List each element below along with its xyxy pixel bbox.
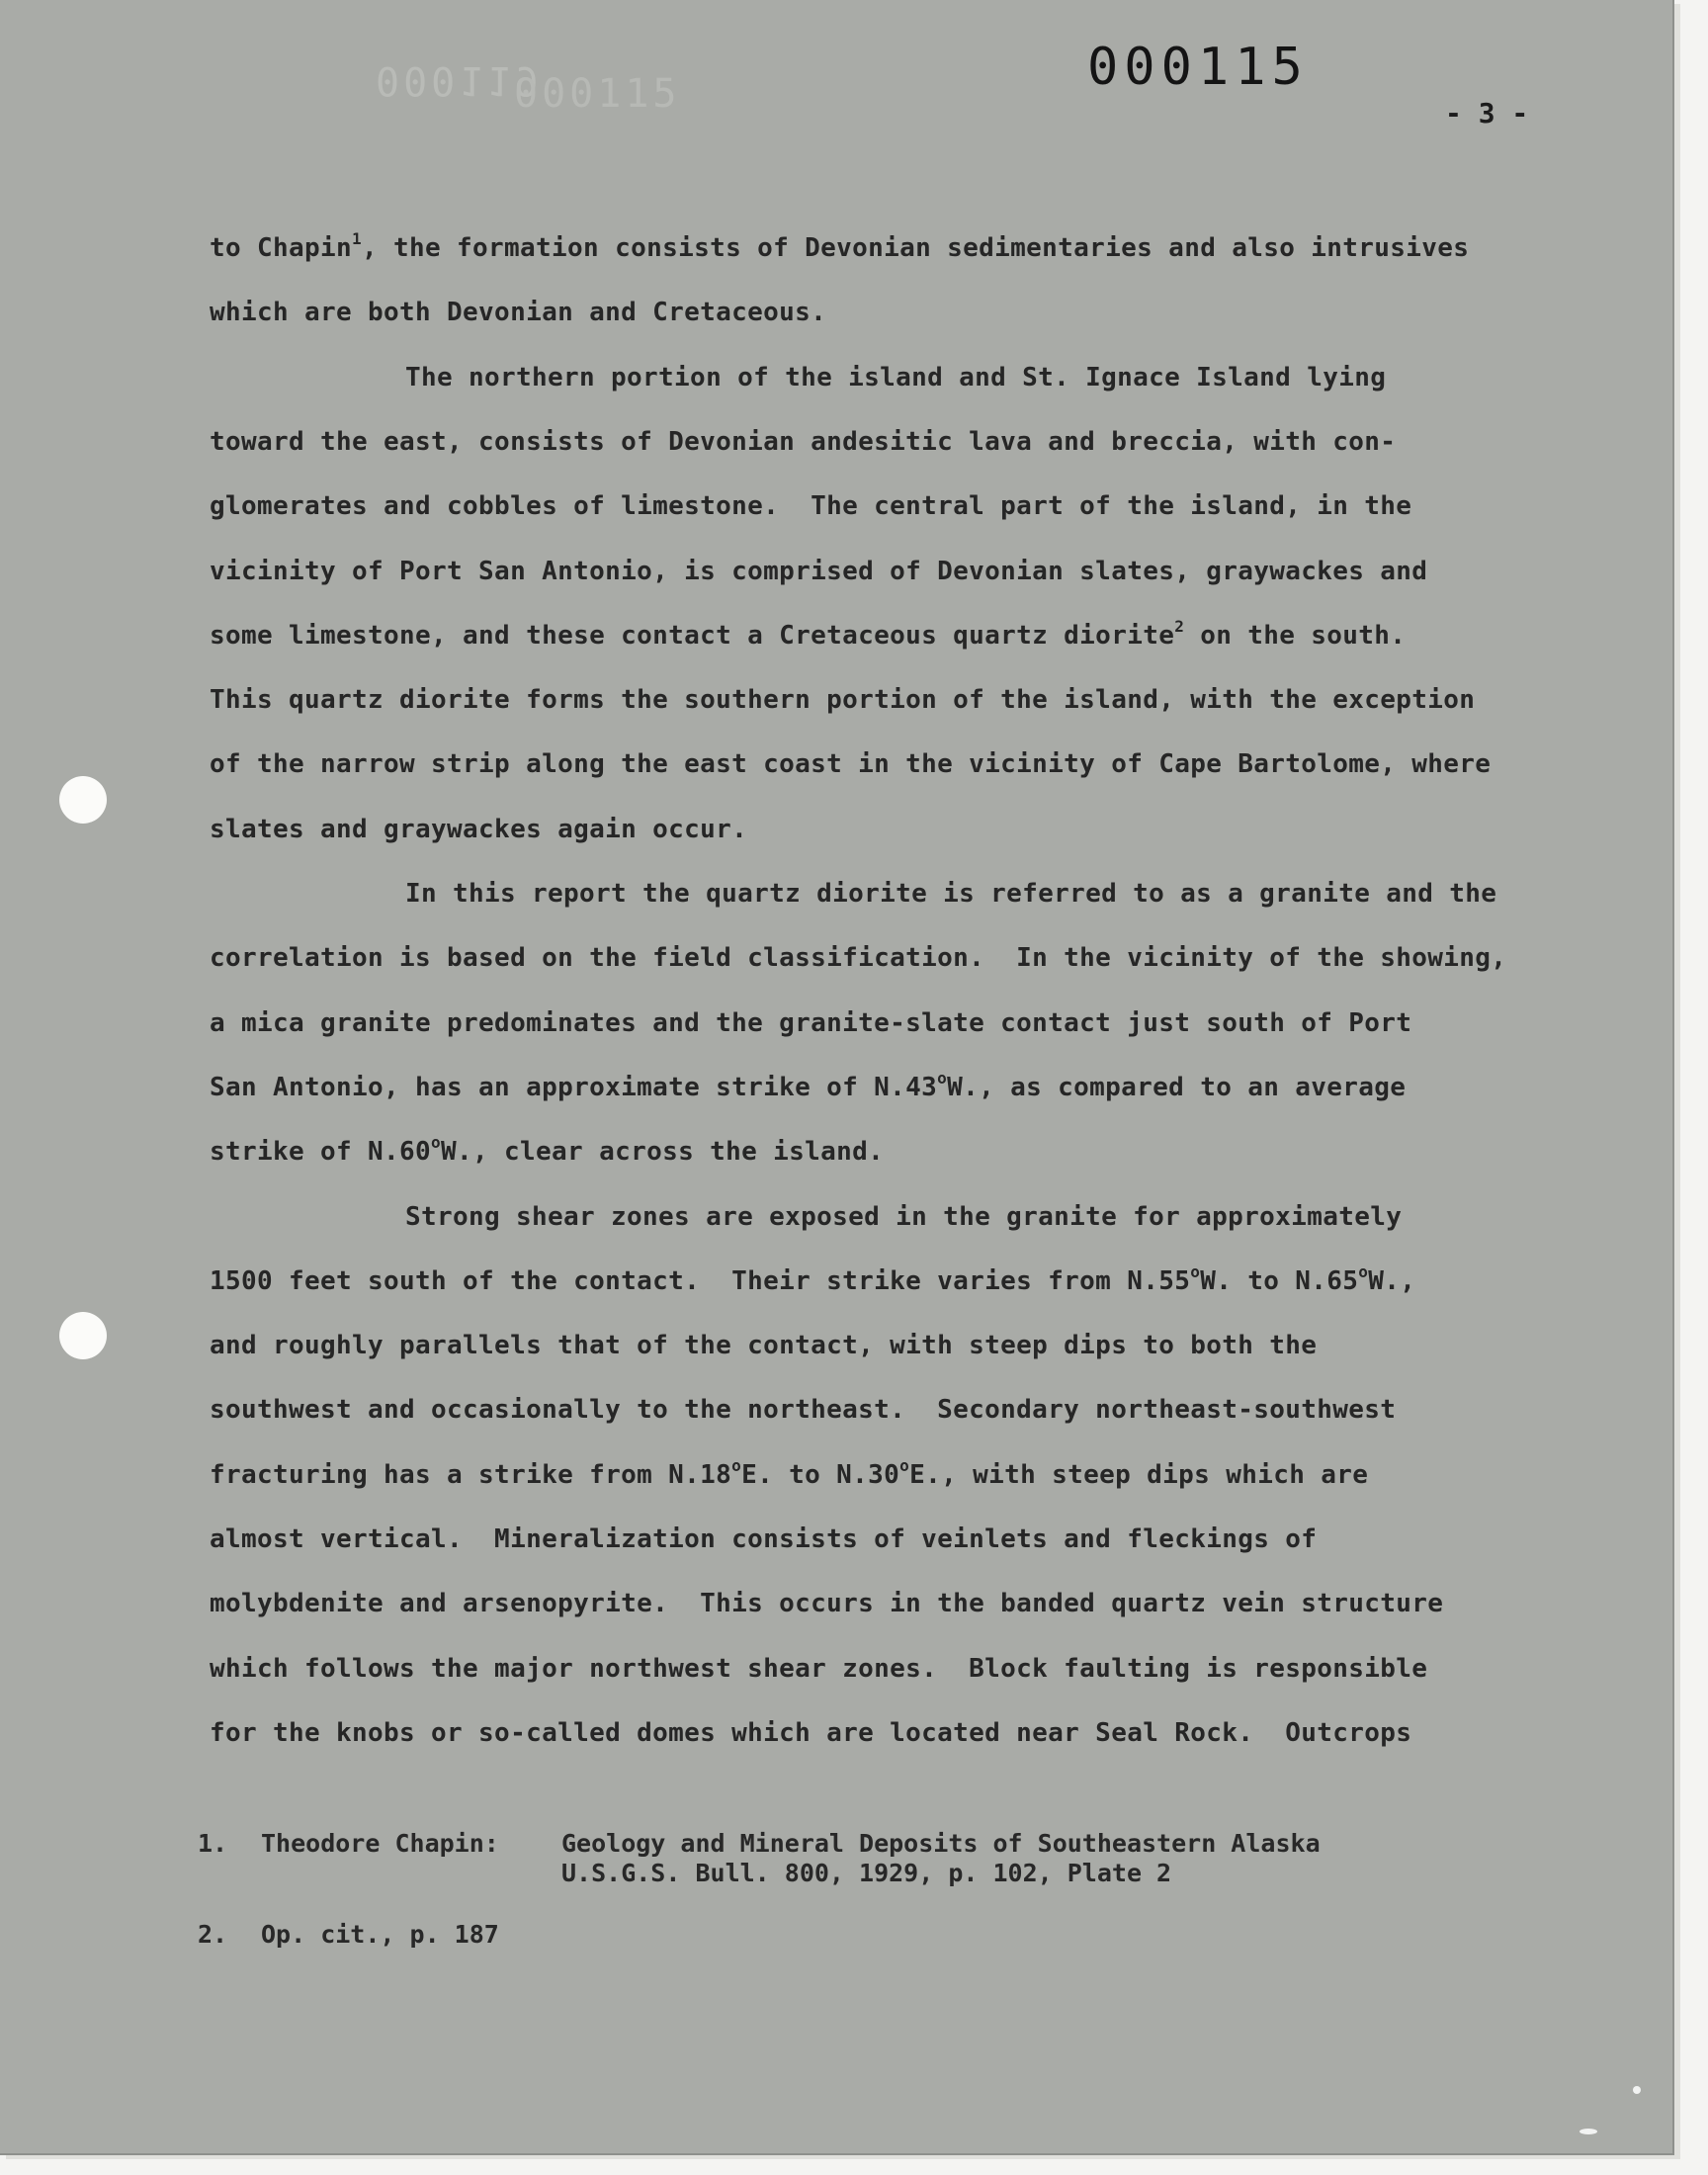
punch-hole-lower [59, 1312, 107, 1359]
body-text-segment: which follows the major northwest shear zones. Block faulting is responsible [210, 1654, 1428, 1684]
body-line [210, 1589, 1443, 1618]
body-line [210, 1395, 1396, 1425]
superscript: 2 [1174, 617, 1185, 636]
bleed-through-stamp-faint: 000115 [514, 71, 681, 117]
body-text-segment: W., as compared to an average [947, 1073, 1407, 1102]
body-line [210, 298, 826, 327]
footnote-1-number: 1. [198, 1829, 228, 1858]
body-line [210, 815, 747, 844]
body-text-segment: glomerates and cobbles of limestone. The central part of the island, in the [210, 491, 1412, 521]
body-text-segment: fracturing has a strike from N.18 [210, 1460, 732, 1490]
body-line [210, 1331, 1317, 1360]
footnote-1-author: Theodore Chapin: [261, 1829, 499, 1858]
bleed-through-stamp: 000119 [376, 57, 543, 103]
footnote-2-text: Op. cit., p. 187 [261, 1920, 499, 1949]
body-text-segment: San Antonio, has an approximate strike of N.43 [210, 1073, 938, 1102]
body-text-segment: The northern portion of the island and St. Ignace Island lying [405, 363, 1387, 392]
body-text-segment: to Chapin [210, 233, 353, 263]
body-line [210, 491, 1411, 521]
footnote-1-source: U.S.G.S. Bull. 800, 1929, p. 102, Plate 2 [561, 1859, 1172, 1887]
body-text-segment: molybdenite and arsenopyrite. This occurs in the banded quartz vein structure [210, 1589, 1444, 1618]
body-text-segment: E. to N.30 [741, 1460, 900, 1490]
body-text-segment: W., [1368, 1266, 1416, 1296]
body-line [210, 1654, 1427, 1684]
body-text-segment: Strong shear zones are exposed in the granite for approximately [405, 1202, 1403, 1232]
body-line [210, 1262, 1416, 1296]
body-text-segment: , the formation consists of Devonian sedimentaries and also intrusives [362, 233, 1470, 263]
body-line [210, 1008, 1411, 1038]
body-line [210, 1069, 1407, 1102]
superscript: o [731, 1456, 742, 1475]
body-text-segment: vicinity of Port San Antonio, is comprised of Devonian slates, graywackes and [210, 557, 1428, 586]
body-line [210, 1456, 1369, 1490]
superscript: o [1190, 1262, 1201, 1281]
body-text-segment: of the narrow strip along the east coast in the vicinity of Cape Bartolome, where [210, 749, 1492, 779]
superscript: o [937, 1069, 948, 1088]
body-text-segment: E., with steep dips which are [909, 1460, 1369, 1490]
document-stamp-number: 000115 [1087, 38, 1309, 97]
body-text-segment: some limestone, and these contact a Cretaceous quartz diorite [210, 621, 1175, 651]
body-line [210, 557, 1427, 586]
body-text-segment: strike of N.60 [210, 1137, 432, 1167]
body-line [210, 229, 1470, 263]
body-text-segment: which are both Devonian and Cretaceous. [210, 298, 827, 327]
body-text-segment: toward the east, consists of Devonian andesitic lava and breccia, with con- [210, 427, 1397, 457]
body-line [210, 1718, 1411, 1748]
body-text-segment: W. to N.65 [1200, 1266, 1359, 1296]
body-line [210, 617, 1407, 651]
body-text-segment: southwest and occasionally to the northeast. Secondary northeast-southwest [210, 1395, 1397, 1425]
body-line [210, 749, 1491, 779]
body-text-segment: on the south. [1184, 621, 1407, 651]
body-line [210, 1524, 1317, 1554]
body-line [210, 943, 1506, 973]
body-line [210, 1133, 885, 1167]
body-line [210, 685, 1475, 715]
body-text-segment: This quartz diorite forms the southern portion of the island, with the exception [210, 685, 1476, 715]
superscript: 1 [352, 229, 363, 248]
superscript: o [899, 1456, 910, 1475]
scan-speck [1580, 2129, 1597, 2134]
superscript: o [431, 1133, 442, 1152]
footnote-2-number: 2. [198, 1920, 228, 1949]
body-text-segment: correlation is based on the field classification. In the vicinity of the showing, [210, 943, 1507, 973]
body-text-segment: slates and graywackes again occur. [210, 815, 748, 844]
page-number: - 3 - [1445, 97, 1529, 130]
body-text-segment: In this report the quartz diorite is referred to as a granite and the [405, 879, 1497, 909]
body-text-segment: a mica granite predominates and the granite-slate contact just south of Port [210, 1008, 1412, 1038]
punch-hole-upper [59, 776, 107, 824]
body-text-segment: for the knobs or so-called domes which are located near Seal Rock. Outcrops [210, 1718, 1412, 1748]
body-text-segment: almost vertical. Mineralization consists of veinlets and fleckings of [210, 1524, 1318, 1554]
body-line [210, 427, 1396, 457]
body-line [405, 879, 1496, 909]
superscript: o [1358, 1262, 1369, 1281]
body-text-segment: W., clear across the island. [441, 1137, 885, 1167]
footnote-1-title: Geology and Mineral Deposits of Southeastern Alaska [561, 1829, 1321, 1858]
body-text-segment: and roughly parallels that of the contact, with steep dips to both the [210, 1331, 1318, 1360]
body-line [405, 363, 1386, 392]
body-line [405, 1202, 1402, 1232]
body-text-segment: 1500 feet south of the contact. Their strike varies from N.55 [210, 1266, 1191, 1296]
scan-speck [1633, 2086, 1641, 2094]
